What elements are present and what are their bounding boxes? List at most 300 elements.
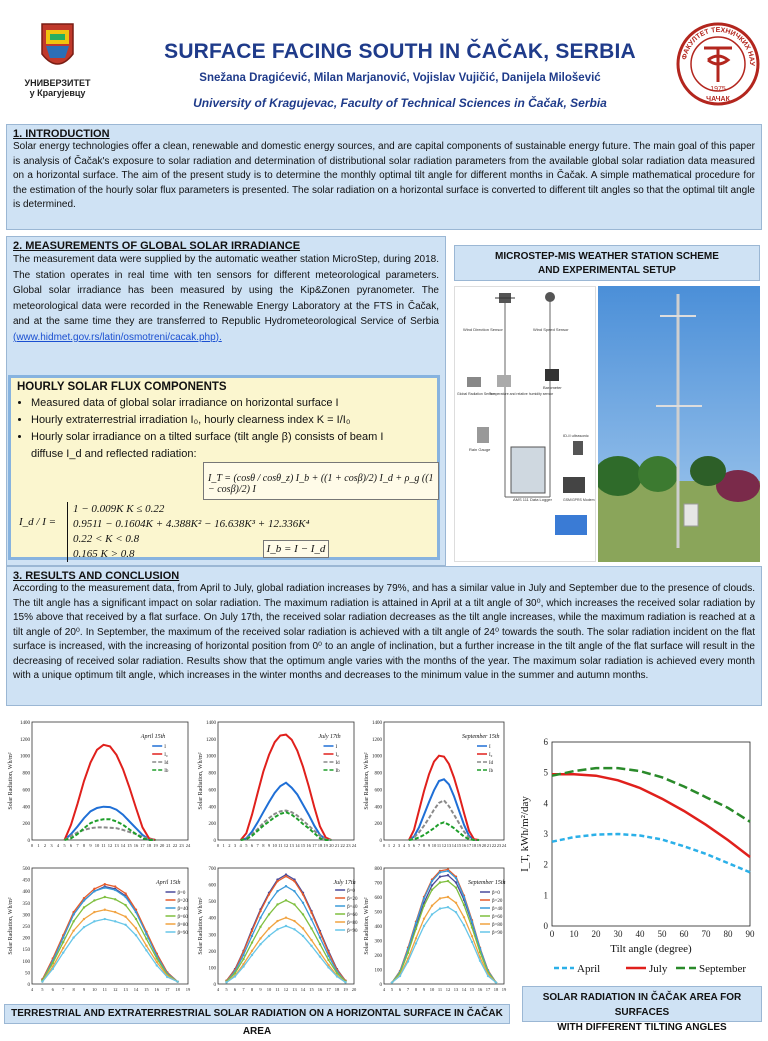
legend-label: β=80	[177, 923, 188, 928]
x-tick-label: 50	[657, 929, 667, 939]
y-tick-label: 400	[374, 805, 382, 811]
data-point	[415, 928, 417, 930]
x-tick-label: 9	[89, 843, 92, 848]
series-line-β=20	[392, 869, 496, 982]
x-tick-label: 11	[278, 843, 283, 848]
y-tick-label: 450	[22, 878, 30, 884]
x-tick-label: 9	[259, 987, 262, 992]
data-point	[431, 913, 433, 915]
y-tick-label: 1000	[20, 754, 30, 760]
data-point	[302, 913, 304, 915]
data-point	[319, 951, 321, 953]
faculty-seal-icon	[676, 14, 760, 114]
data-point	[293, 880, 295, 882]
x-tick-label: 30	[613, 929, 623, 939]
flux-bullet-2: • Hourly extraterrestrial irradiation I₀, hourly clearness index K = I/I₀	[31, 412, 431, 429]
x-tick-label: 8	[82, 843, 86, 848]
data-point	[471, 926, 473, 928]
barometer-icon	[545, 369, 559, 381]
right-caption-line1: SOLAR RADIATION IN ČAČAK AREA FOR SURFACES	[542, 992, 742, 1018]
legend-label: β=40	[492, 907, 503, 912]
x-tick-label: 10	[429, 987, 435, 992]
x-tick-label: 23	[179, 843, 184, 848]
september-irradiance-chart	[360, 712, 510, 858]
x-tick-label: 4	[56, 843, 60, 848]
data-point	[104, 887, 106, 889]
x-tick-label: 4	[402, 843, 406, 848]
measurements-text: The measurement data were supplied by the automatic weather station MicroStep, during 2018. The station operates in real time with ten sensors for different meteorological parameters. Global solar irradiance has been measured by using the Kip&Zonen pyranometer. The meteorological data were recorded in the Renewable Energy Laboratory at the FTS in Čačak, and at the same time they are transferred to Republic Hydrometeorological Service of Serbia	[13, 254, 439, 327]
data-point	[41, 980, 43, 982]
results-text: According to the measurement data, from April to July, global radiation increases by 79%, and has a similar value in July and September due to the presence of clouds. The tilt angle has a significant impact on solar radiation. The maximum radiation is attained in April at a tilt angle of 30⁰, which increases the received solar radiation by 15% above that received by a flat surface. On July 17th, the received solar radiation decreases as the tilt angle increases, while the maximum radiation is reached at a tilt angle of 20⁰. In September, the maximum of the received solar radiation is achieved with a tilt angle of 24⁰ towards the south. The solar radiation incident on the flat surface is increased, with the increasing of horizontal position from 0⁰ to an angle of inclination, but a further increase in the tilt angle of the flat surface will result in the decreasing of received solar radiation. Results show that the optimum angle varies with the months of the year. The maximum solar radiation is achieved every month with a unique optimum tilt angle, which increases in the winter months and decreases to the minimum value in the summer and autumn months.	[13, 583, 755, 681]
data-point	[344, 981, 346, 983]
data-point	[327, 959, 329, 961]
data-point	[234, 975, 236, 977]
x-tick-label: 11	[102, 987, 107, 992]
data-point	[439, 907, 441, 909]
university-crest-icon	[20, 20, 95, 78]
x-tick-label: 11	[101, 843, 106, 848]
data-point	[293, 890, 295, 892]
x-tick-label: 8	[414, 987, 418, 992]
x-tick-label: 6	[412, 843, 416, 848]
x-tick-label: 23	[496, 843, 502, 848]
data-point	[285, 885, 287, 887]
introduction-section	[6, 124, 762, 230]
x-tick-label: 16	[306, 843, 311, 848]
x-tick-label: 80	[723, 929, 733, 939]
x-tick-label: 10	[431, 843, 437, 848]
x-tick-label: 18	[146, 843, 152, 848]
x-tick-label: 8	[422, 843, 426, 848]
data-point	[259, 937, 261, 939]
y-tick-label: 1400	[20, 721, 30, 726]
y-tick-label: 1	[543, 890, 548, 901]
data-point	[268, 935, 270, 937]
legend-label: β=0	[492, 891, 500, 896]
y-tick-label: 2	[543, 859, 548, 870]
data-point	[93, 888, 95, 890]
x-tick-label: 19	[501, 987, 507, 992]
gsm-modem-icon	[563, 477, 585, 493]
legend-label: β=90	[492, 931, 503, 936]
data-point	[259, 943, 261, 945]
x-tick-label: 18	[334, 987, 340, 992]
x-tick-label: 7	[242, 987, 245, 992]
data-point	[455, 877, 457, 879]
x-tick-label: 17	[485, 987, 491, 992]
data-point	[463, 916, 465, 918]
x-tick-label: 70	[701, 929, 711, 939]
legend-label: July	[649, 963, 668, 975]
faculty-logo	[676, 14, 760, 114]
y-tick-label: 300	[208, 933, 216, 939]
x-tick-label: 22	[172, 843, 178, 848]
legend-label: I₀	[489, 753, 493, 758]
data-point	[319, 943, 321, 945]
x-tick-label: 19	[343, 987, 348, 992]
y-tick-label: 400	[22, 890, 30, 896]
x-tick-label: 13	[289, 843, 294, 848]
y-tick-label: 400	[374, 925, 382, 930]
temperature-sensor-icon	[497, 375, 511, 387]
data-point	[487, 975, 489, 977]
data-point	[251, 950, 253, 952]
x-tick-label: 15	[469, 987, 475, 992]
y-tick-label: 1400	[206, 721, 216, 726]
x-tick-label: 14	[300, 987, 306, 992]
data-point	[114, 889, 116, 891]
series-line-β=60	[227, 900, 346, 981]
x-tick-label: 7	[417, 843, 421, 848]
flux-bullet-3a: Hourly solar irradiance on a tilted surface (tilt angle β) consists of beam I	[31, 431, 384, 443]
data-point	[83, 906, 85, 908]
x-tick-label: 7	[406, 987, 410, 992]
legend-label: Id	[489, 761, 494, 766]
legend-label: β=0	[347, 889, 355, 894]
x-tick-label: 10	[266, 987, 272, 992]
y-axis-label: Solar Radiation, Wh/m²	[8, 752, 14, 810]
y-tick-label: 1200	[206, 737, 216, 743]
x-tick-label: 5	[390, 987, 394, 992]
x-tick-label: 7	[62, 987, 65, 992]
x-tick-label: 5	[41, 987, 44, 992]
poster-title: SURFACE FACING SOUTH IN ČAČAK, SERBIA	[164, 40, 636, 63]
data-point	[251, 935, 253, 937]
x-tick-label: 6	[398, 987, 402, 992]
x-tick-label: 11	[275, 987, 280, 992]
series-line-april	[552, 834, 750, 872]
y-tick-label: 3	[543, 829, 548, 839]
x-tick-label: 5	[245, 843, 248, 848]
x-tick-label: 20	[329, 843, 334, 848]
y-tick-label: 1200	[20, 737, 30, 743]
x-tick-label: 40	[635, 929, 645, 939]
y-tick-label: 250	[22, 925, 30, 930]
legend-label: Id	[335, 761, 340, 766]
y-tick-label: 800	[22, 771, 30, 777]
x-tick-label: 3	[397, 843, 401, 848]
data-point	[276, 928, 278, 930]
x-tick-label: 14	[451, 843, 457, 848]
x-tick-label: 11	[437, 987, 443, 992]
faculty-seal-year: 1975	[710, 86, 726, 93]
x-tick-label: 9	[422, 987, 426, 992]
data-point	[415, 922, 417, 924]
x-tick-label: 10	[92, 987, 97, 992]
label-rain-gauge: Rain Gauge	[469, 447, 491, 452]
right-caption-line2: WITH DIFFERENT TILTING ANGLES	[557, 1022, 727, 1033]
legend-label: April	[577, 963, 601, 975]
legend-label: β=60	[177, 915, 188, 920]
series-line-I₀	[241, 735, 332, 840]
legend-label: β=20	[492, 899, 503, 904]
x-tick-label: 4	[30, 987, 34, 992]
wind-direction-sensor-icon	[495, 293, 515, 303]
flux-bullet-3b: diffuse I_d and reflected radiation:	[31, 448, 197, 460]
data-point	[407, 952, 409, 954]
data-point	[259, 926, 261, 928]
rain-gauge-icon	[477, 427, 489, 443]
data-point	[242, 958, 244, 960]
series-line-september	[552, 768, 750, 822]
data-point	[302, 893, 304, 895]
data-point	[124, 896, 126, 898]
data-point	[415, 942, 417, 944]
data-point	[455, 911, 457, 913]
y-tick-label: 0	[213, 839, 216, 844]
data-point	[104, 909, 106, 911]
data-point	[225, 981, 227, 983]
x-tick-label: 0	[30, 843, 34, 848]
label-wind-direction: Wind Direction Sensor	[463, 327, 503, 332]
x-tick-label: 16	[477, 987, 483, 992]
poster-header	[0, 0, 768, 122]
x-tick-label: 10	[569, 929, 579, 939]
diffuse-case-1: 1 − 0.009K K ≤ 0.22	[73, 503, 165, 515]
x-tick-label: 20	[159, 843, 165, 848]
data-point	[259, 917, 261, 919]
y-tick-label: 150	[22, 948, 30, 954]
left-charts-caption: TERRESTRIAL AND EXTRATERRESTRIAL SOLAR RADIATION ON A HORIZONTAL SURFACE IN ČAČAK AREA	[4, 1004, 510, 1024]
data-point	[135, 911, 137, 913]
data-point	[166, 976, 168, 978]
x-tick-label: 2	[392, 843, 396, 848]
y-tick-label: 200	[374, 822, 382, 828]
y-axis-label: Solar Radiation, Wh/m²	[8, 897, 14, 955]
x-tick-label: 11	[436, 843, 442, 848]
data-point	[399, 975, 401, 977]
x-tick-label: 0	[549, 929, 555, 939]
y-tick-label: 0	[379, 983, 382, 988]
data-point	[415, 937, 417, 939]
data-point	[302, 927, 304, 929]
data-point	[62, 936, 64, 938]
x-tick-label: 8	[250, 987, 254, 992]
x-axis-label: Tilt angle (degree)	[610, 943, 692, 955]
data-point	[447, 880, 449, 882]
x-tick-label: 2	[43, 843, 47, 848]
y-tick-label: 700	[374, 881, 382, 887]
x-tick-label: 13	[123, 987, 128, 992]
data-point	[431, 884, 433, 886]
legend-label: β=80	[492, 923, 503, 928]
chart-title: July 17th	[333, 880, 356, 886]
april-tilt-chart	[4, 858, 194, 1002]
x-tick-label: 4	[239, 843, 242, 848]
x-tick-label: 13	[453, 987, 459, 992]
x-tick-label: 90	[745, 929, 755, 939]
data-point	[114, 898, 116, 900]
y-tick-label: 350	[22, 901, 30, 907]
university-name-line2: у Крагујевцу	[29, 88, 86, 98]
x-tick-label: 7	[76, 843, 79, 848]
x-tick-label: 17	[312, 843, 317, 848]
y-tick-label: 0	[543, 921, 548, 931]
series-line-β=90	[392, 907, 496, 982]
x-tick-label: 9	[267, 843, 271, 848]
data-point	[83, 918, 85, 920]
data-point	[319, 931, 321, 933]
label-global-radiation: Global Radiation Sensor	[457, 392, 495, 396]
data-point	[156, 961, 158, 963]
series-line-β=20	[42, 884, 177, 982]
data-point	[104, 896, 106, 898]
x-tick-label: 10	[272, 843, 277, 848]
chart-title: April 15th	[156, 880, 181, 886]
x-tick-label: 9	[427, 843, 431, 848]
y-tick-label: 800	[374, 771, 382, 777]
x-tick-label: 19	[476, 843, 482, 848]
x-tick-label: 20	[351, 987, 357, 992]
legend-label: I	[335, 745, 338, 750]
series-line-β=80	[392, 897, 496, 983]
data-point	[124, 904, 126, 906]
y-axis-label: Solar Radiation, Wh/m²	[364, 752, 370, 810]
data-point	[62, 947, 64, 949]
data-point	[431, 880, 433, 882]
data-point	[285, 925, 287, 927]
july-tilt-chart	[194, 858, 360, 1002]
data-point	[114, 885, 116, 887]
tilt-angle-chart	[514, 724, 764, 984]
x-tick-label: 23	[346, 843, 351, 848]
x-tick-label: 2	[228, 843, 231, 848]
july-irradiance-chart	[194, 712, 360, 858]
data-point	[293, 903, 295, 905]
x-tick-label: 7	[256, 843, 259, 848]
x-tick-label: 60	[679, 929, 689, 939]
faculty-seal-text: ФАКУЛТЕТ ТЕХНИЧКИХ НАУ	[681, 26, 756, 66]
data-point	[124, 892, 126, 894]
y-tick-label: 50	[25, 971, 30, 977]
legend-label: I₀	[335, 753, 339, 758]
y-tick-label: 1200	[372, 737, 382, 743]
data-point	[439, 897, 441, 899]
x-tick-label: 20	[591, 929, 601, 939]
data-point	[83, 899, 85, 901]
data-point	[285, 899, 287, 901]
data-point	[93, 890, 95, 892]
data-point	[104, 883, 106, 885]
legend-label: β=90	[177, 931, 188, 936]
september-tilt-chart	[360, 858, 510, 1002]
data-point	[276, 903, 278, 905]
flux-bullet-1: • Measured data of global solar irradiance on horizontal surface I	[31, 395, 431, 412]
station-title-line1: MICROSTEP-MIS WEATHER STATION SCHEME	[495, 251, 719, 262]
diffuse-equation-lhs: I_d / I =	[19, 516, 57, 528]
legend-label: β=20	[347, 897, 358, 902]
data-point	[463, 924, 465, 926]
y-tick-label: 0	[213, 983, 216, 988]
data-point	[310, 927, 312, 929]
y-tick-label: 200	[208, 822, 216, 828]
x-tick-label: 15	[127, 843, 132, 848]
data-point	[145, 938, 147, 940]
y-tick-label: 300	[22, 913, 30, 919]
tilt-equation: I_T = (cosθ / cosθ_z) I_b + ((1 + cosβ)/2) I_d + ρ_g ((1 − cosβ)/2) I	[208, 473, 434, 495]
university-name-line1: УНИВЕРЗИТЕТ	[24, 78, 91, 88]
data-point	[285, 875, 287, 877]
y-tick-label: 1400	[372, 721, 382, 726]
data-point	[145, 933, 147, 935]
data-point	[156, 957, 158, 959]
y-tick-label: 100	[22, 959, 30, 965]
x-tick-label: 15	[309, 987, 314, 992]
x-tick-label: 16	[317, 987, 323, 992]
y-tick-label: 800	[374, 867, 382, 872]
data-point	[431, 889, 433, 891]
data-point	[268, 902, 270, 904]
y-tick-label: 600	[208, 788, 216, 794]
x-tick-label: 20	[481, 843, 487, 848]
y-tick-label: 1000	[206, 754, 216, 760]
data-point	[431, 905, 433, 907]
data-point	[93, 920, 95, 922]
data-point	[268, 893, 270, 895]
legend-label: β=90	[347, 929, 358, 934]
y-tick-label: 600	[208, 883, 216, 889]
x-tick-label: 15	[144, 987, 149, 992]
data-point	[391, 981, 393, 983]
x-tick-label: 6	[69, 843, 73, 848]
legend-label: Ib	[164, 769, 169, 774]
results-section	[6, 566, 762, 706]
data-point	[327, 955, 329, 957]
data-point	[327, 966, 329, 968]
hidmet-link[interactable]: (www.hidmet.gov.rs/latin/osmotreni/cacak.php).	[13, 331, 222, 343]
y-axis-label: Solar Radiation, Wh/m²	[364, 897, 370, 955]
x-tick-label: 21	[334, 843, 340, 848]
x-tick-label: 18	[471, 843, 477, 848]
x-tick-label: 10	[94, 843, 100, 848]
data-point	[423, 925, 425, 927]
x-tick-label: 18	[317, 843, 323, 848]
y-tick-label: 200	[22, 936, 30, 942]
series-line-β=90	[42, 919, 177, 982]
x-tick-label: 12	[283, 987, 289, 992]
data-point	[471, 935, 473, 937]
data-point	[251, 954, 253, 956]
x-tick-label: 1	[37, 843, 40, 848]
x-tick-label: 16	[461, 843, 467, 848]
station-title-line2: AND EXPERIMENTAL SETUP	[538, 265, 676, 276]
y-tick-label: 300	[374, 939, 382, 945]
x-tick-label: 8	[72, 987, 75, 992]
data-point	[124, 916, 126, 918]
data-point	[293, 928, 295, 930]
y-tick-label: 1000	[372, 754, 382, 760]
x-tick-label: 6	[233, 987, 237, 992]
x-tick-label: 14	[461, 987, 467, 992]
x-tick-label: 14	[133, 987, 139, 992]
legend-label: Id	[164, 761, 169, 766]
series-line-β=40	[392, 871, 496, 983]
data-point	[114, 911, 116, 913]
x-tick-label: 5	[63, 843, 66, 848]
poster-authors: Snežana Dragićević, Milan Marjanović, Vojislav Vujičić, Danijela Milošević	[199, 72, 601, 84]
legend-label: β=40	[177, 907, 188, 912]
data-point	[293, 920, 295, 922]
data-point	[407, 960, 409, 962]
poster-affiliation: University of Kragujevac, Faculty of Technical Sciences in Čačak, Serbia	[193, 96, 607, 110]
station-scheme-diagram	[454, 286, 596, 562]
legend-label: I	[164, 745, 166, 750]
y-tick-label: 0	[379, 839, 382, 844]
y-tick-label: 500	[208, 900, 216, 906]
data-point	[471, 941, 473, 943]
data-point	[463, 904, 465, 906]
x-tick-label: 12	[112, 987, 118, 992]
